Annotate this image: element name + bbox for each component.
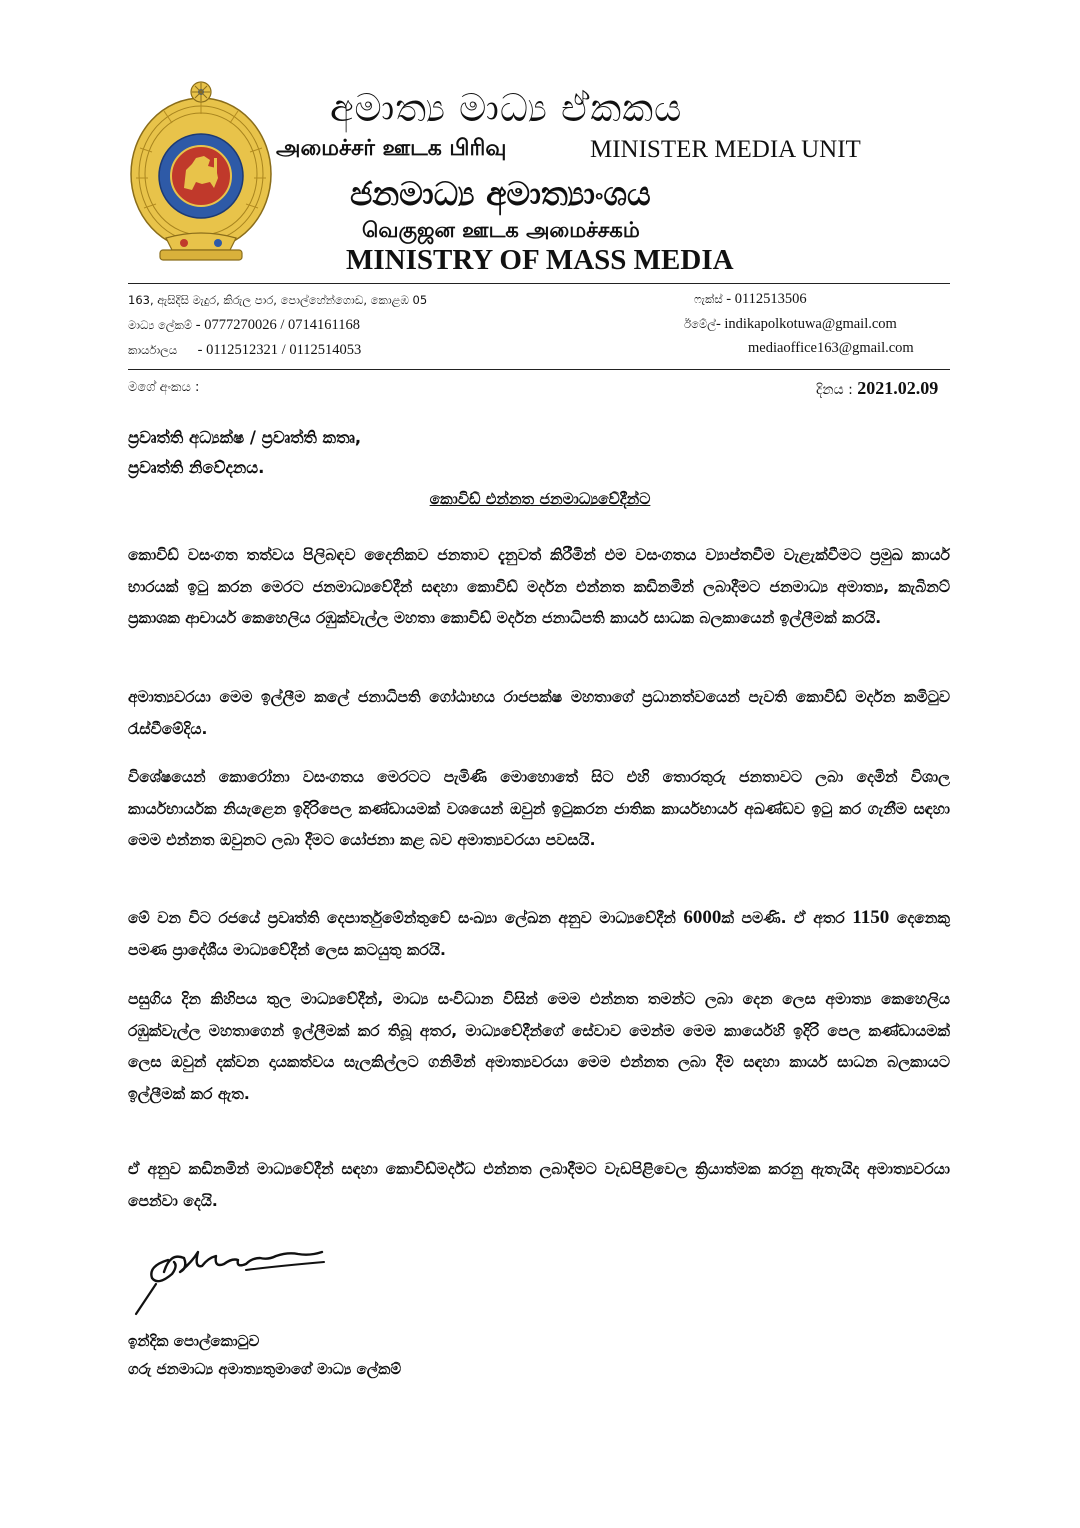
journalist-count: 6000 [683, 907, 722, 928]
header-title-tamil: அமைச்சர் ஊடக பிரிவு [276, 136, 507, 161]
body-paragraph-3: විශේෂයෙන් කොරෝනා වසංගතය මෙරටට පැමිණි මොහොතේ සිට එහි තොරතුරු ජනතාවට ලබා දෙමින් විශාල කාර්යභාර්යක නියැළෙන ඉදිරිපෙල කණ්ඩායමක් වශයෙන් ඔවුන් ඉටුකරන ජාතික කාර්යභාර්ය අඛණ්ඩව ඉටු කර ගැනීම සඳහා මෙම එන්නත ඔවුනට ලබා දීමට යෝජනා කළ බව අමාත්‍යවරයා පවසයි. [128, 768, 950, 849]
fax-line: ෆැක්ස් - 0112513506 [694, 291, 807, 307]
signatory-name: ඉන්දික පොල්කොටුව [128, 1332, 260, 1350]
body-paragraph-4: මේ වන විට රජයේ ප්‍රවෘත්ති දෙපාර්තුමේන්තුවේ සංඛ්‍යා ලේඛන අනුව මාධ්‍යවේදීන් 6000ක් පමණි. ඒ අතර 1150 දෙනෙකු පමණ ප්‍රාදේශීය මාධ්‍යවේදීන් ලෙස කටයුතු කරයි. [128, 907, 950, 959]
date-line [816, 378, 938, 399]
handwritten-signature-icon [128, 1222, 338, 1322]
contact-divider [128, 369, 950, 370]
date-label: දිනය : [816, 382, 853, 398]
body-paragraph-6: ඒ අනුව කඩිනමින් මාධ්‍යවේදීන් සඳහා කොවිඩ්මර්ද්ධ එන්නත ලබාදීමට වැඩපිළිවෙල ක්‍රියාත්මක කරනු ඇතැයිද අමාත්‍යවරයා පෙන්වා දෙයි. [128, 1160, 950, 1210]
email-line: ඊමේල්- indikapolkotuwa@gmail.com [684, 316, 897, 332]
address-line: 163, ඇසිදිසි මැදුර, කිරුල පාර, පොල්හේන්ගොඩ, කොළඹ 05 [128, 293, 428, 307]
body-paragraph-5: පසුගිය දින කිහිපය තුල මාධ්‍යවේදීන්, මාධ්‍ය සංවිධාන විසින් මෙම එන්නත තමන්ට ලබා දෙන ලෙස අමාත්‍ය කෙහෙලිය රඹුක්වැල්ල මහතාගෙන් ඉල්ලීමක් කර තිබූ අතර, මාධ්‍යවේදීන්ගේ සේවාව මෙන්ම මෙම කාර්යෙහි ඉදිරි පෙල කණ්ඩායමක් ලෙස ඔවුන් දක්වන දායකත්වය සැලකිල්ලට ගනිමින් අමාත්‍යවරයා මෙම එන්නත ලබා දීම සඳහා කාර්ය සාධන බලකායට ඉල්ලීමක් කර ඇත. [128, 990, 950, 1103]
secretary-phone-line: මාධ්‍ය ලේකම් - 0777270026 / 0714161168 [128, 317, 360, 333]
header-title-sinhala: අමාත්‍ය මාධ්‍ය ඒකකය [330, 86, 683, 130]
date-value: 2021.02.09 [857, 378, 939, 398]
office-phone-line: කාර්යාලය - 0112512321 / 0112514053 [128, 342, 362, 358]
header-divider [128, 283, 950, 284]
ministry-name-tamil: வெகுஜன ஊடக அமைச்சகம் [362, 218, 640, 242]
body-paragraph-1: කොවිඩ් වසංගත තත්වය පිලිබඳව දෛනිකව ජනතාව දැනුවත් කිරීමින් එම වසංගතය ව්‍යාප්තවීම වැළැක්වීමට ප්‍රමුඛ කාර්ය භාරයක් ඉටු කරන මෙරට ජනමාධ්‍යවේදීන් සඳහා කොවිඩ් මර්දන එන්නත කඩිනමින් ලබාදීමට ජනමාධ්‍ය අමාත්‍ය, කැබිනට් ප්‍රකාශක ආචාර්ය කෙහෙලිය රඹුක්වැල්ල මහතා කොවිඩ් මර්දන ජනාධිපති කාර්ය සාධක බලකායෙන් ඉල්ලීමක් කරයි. [128, 546, 950, 627]
addressee-line-1: ප්‍රවෘත්ති අධ්‍යක්ෂ / ප්‍රවෘත්ති කතෘ, [128, 428, 362, 447]
my-reference-label: මගේ අංකය : [128, 380, 200, 395]
sri-lanka-emblem-icon [126, 78, 276, 266]
ministry-name-english: MINISTRY OF MASS MEDIA [346, 244, 734, 276]
email-line-2: mediaoffice163@gmail.com [748, 340, 914, 356]
ministry-name-sinhala: ජනමාධ්‍ය අමාත්‍යාංශය [350, 174, 651, 213]
subject-heading: කොවිඩ් එන්නත ජනමාධ්‍යවේදීන්ට [429, 490, 651, 508]
header-title-english: MINISTER MEDIA UNIT [590, 136, 861, 163]
addressee-line-2: ප්‍රවෘත්ති නිවේදනය. [128, 458, 265, 477]
body-paragraph-2: අමාත්‍යවරයා මෙම ඉල්ලීම කලේ ජනාධිපති ගෝඨාභය රාජපක්ෂ මහතාගේ ප්‍රධානත්වයෙන් පැවති කොවිඩ් මර්දන කමිටුව රැස්වීමේදිය. [128, 688, 950, 738]
regional-journalist-count: 1150 [852, 907, 890, 928]
signatory-title: ගරු ජනමාධ්‍ය අමාත්‍යතුමාගේ මාධ්‍ය ලේකම් [128, 1360, 402, 1378]
